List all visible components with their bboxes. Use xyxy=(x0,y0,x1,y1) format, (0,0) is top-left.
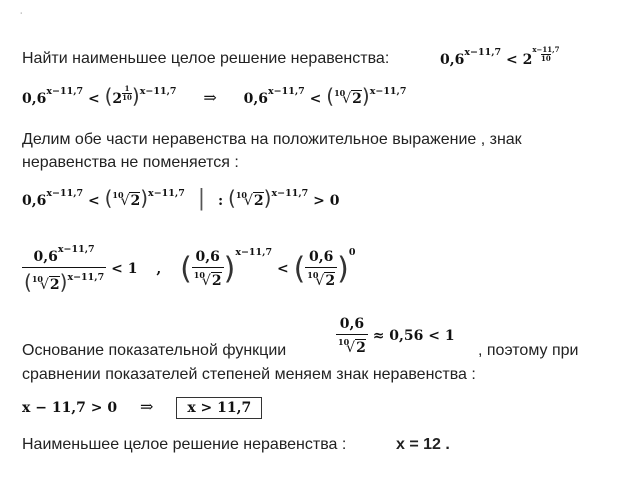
paren-right: ) xyxy=(140,186,149,210)
lt-sign: < xyxy=(428,328,441,344)
fraction-line xyxy=(22,244,355,294)
exponent-fraction xyxy=(532,46,559,63)
implies-arrow: ⇒ xyxy=(203,88,217,107)
paren-right: ) xyxy=(131,84,140,108)
base: 0,6 xyxy=(22,193,47,209)
separator-comma: , xyxy=(156,261,162,277)
exponent: x−11,7 xyxy=(46,188,84,199)
lt-sign: < xyxy=(88,193,100,209)
fraction-num: 1 xyxy=(124,84,130,93)
exponent: x−11,7 xyxy=(139,86,177,97)
base: 0,6 xyxy=(440,52,465,68)
radical-sign: √ xyxy=(243,193,253,209)
explanation-line-1: Делим обе части неравенства на положительное выражение , знак xyxy=(22,131,522,148)
quotient-num: $0,6^{x-11,7}$ xyxy=(33,244,95,265)
problem-statement: Найти наименьшее целое решение неравенства: xyxy=(22,50,390,67)
radical-sign: √ xyxy=(342,91,352,107)
one-tenth xyxy=(122,85,132,102)
answer-value: x = 12 . xyxy=(396,436,450,453)
two: 2 xyxy=(522,52,533,68)
tenth-root xyxy=(334,88,362,107)
exponent: x−11,7 xyxy=(369,86,407,97)
lt-sign: < xyxy=(276,261,289,277)
base: 0,6 xyxy=(243,91,269,107)
division-line xyxy=(22,186,339,211)
root-index: 10 xyxy=(112,190,124,200)
explanation-line-2: неравенства не поменяется : xyxy=(22,154,239,171)
two: 2 xyxy=(112,91,123,107)
divide-bar: | xyxy=(197,186,206,211)
paren-left: ( xyxy=(180,251,192,287)
one: 1 xyxy=(444,328,455,344)
stray-dot: ˙ xyxy=(20,12,24,23)
zero: 0 xyxy=(329,193,340,209)
paren-left: ( xyxy=(326,84,335,108)
comparison-line: сравнении показателей степеней меняем знак неравенства : xyxy=(22,366,476,383)
paren-left: ( xyxy=(104,84,113,108)
approx-value: 0,56 xyxy=(389,328,424,344)
root-index: 10 xyxy=(235,190,247,200)
paren-left: ( xyxy=(104,186,113,210)
exponent: x−11,7 xyxy=(271,188,309,199)
lt-sign: < xyxy=(88,91,100,107)
paren-right: ) xyxy=(263,186,272,210)
base-fraction: $\frac{0,6}{^{10}√2}$ xyxy=(307,249,336,289)
quotient-fraction xyxy=(22,244,106,294)
answer-label: Наименьшее целое решение неравенства : xyxy=(22,436,347,453)
fraction-num: x−11,7 xyxy=(532,45,560,54)
paren-left: ( xyxy=(228,186,236,210)
base-estimate xyxy=(336,316,455,356)
base-label-tail: , поэтому при xyxy=(478,342,579,359)
paren-right: ) xyxy=(361,84,370,108)
approx-sign: ≈ xyxy=(372,328,385,344)
exponent: x−11,7 xyxy=(464,47,502,58)
boxed-result: x > 11,7 xyxy=(176,397,262,419)
paren-right: ) xyxy=(223,251,236,287)
rewrite-line xyxy=(22,84,406,108)
paren-left: ( xyxy=(293,251,306,287)
exponent: x−11,7 xyxy=(235,247,273,258)
radicand: 2 xyxy=(352,91,362,107)
lt-sign: < xyxy=(309,91,322,107)
exponent: x−11,7 xyxy=(148,188,185,199)
solve-line xyxy=(22,397,262,416)
root-index: 10 xyxy=(334,88,346,98)
fraction-den: 10 xyxy=(541,54,551,63)
paren-right: ) xyxy=(337,251,349,287)
solve-left: x − 11,7 > 0 xyxy=(22,400,118,416)
exponent-zero: 0 xyxy=(348,247,356,258)
lt-sign: < xyxy=(111,261,123,277)
radicand: 2 xyxy=(253,193,264,209)
one: 1 xyxy=(127,261,138,277)
fraction-den: 10 xyxy=(122,93,132,102)
base-fraction: $\frac{0,6}{^{10}√2}$ xyxy=(193,249,222,289)
tenth-root xyxy=(112,190,141,209)
base-label: Основание показательной функции xyxy=(22,342,287,359)
problem-inequality xyxy=(440,46,559,68)
colon: : xyxy=(217,193,224,209)
base: 0,6 xyxy=(22,91,47,107)
gt-sign: > xyxy=(313,193,325,209)
base-fraction: $\frac{0,6}{^{10}√2}$ xyxy=(338,316,366,356)
implies-arrow: ⇒ xyxy=(140,397,154,416)
tenth-root xyxy=(235,190,264,209)
exponent: x−11,7 xyxy=(46,86,84,97)
lt-sign: < xyxy=(506,52,518,68)
radicand: 2 xyxy=(130,193,141,209)
quotient-den: $(^{10}√2)^{x-11,7}$ xyxy=(22,267,106,294)
radical-sign: √ xyxy=(120,193,130,209)
exponent: x−11,7 xyxy=(268,86,305,97)
